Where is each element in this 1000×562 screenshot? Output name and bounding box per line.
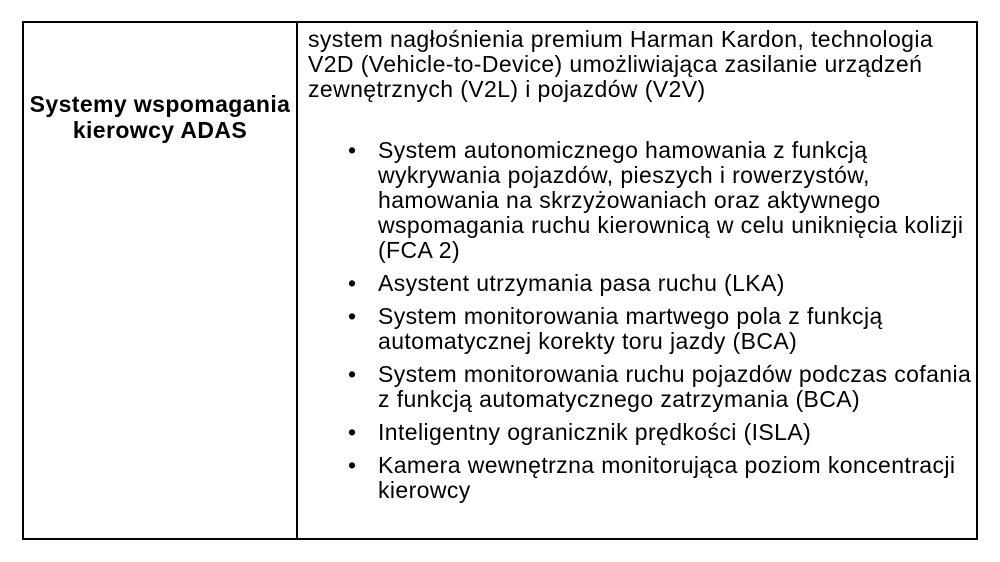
- spec-table: [22, 21, 978, 540]
- feature-list: [308, 138, 976, 503]
- feature-list-item-text: System monitorowania ruchu pojazdów podczas cofania z funkcją automatycznego zatrzymania (BCA): [378, 361, 972, 412]
- feature-list-item: [308, 304, 976, 354]
- feature-list-item-text: Kamera wewnętrzna monitorująca poziom koncentracji kierowcy: [378, 452, 956, 503]
- bullet-icon: •: [348, 452, 357, 478]
- bullet-icon: •: [348, 303, 357, 329]
- feature-list-item: [308, 138, 976, 263]
- intro-text: system nagłośnienia premium Harman Kardon, technologia V2D (Vehicle-to-Device) umożliwiająca zasilanie urządzeń zewnętrznych (V2L) i pojazdów (V2V): [308, 26, 934, 102]
- feature-list-item-text: Asystent utrzymania pasa ruchu (LKA): [378, 270, 785, 296]
- bullet-icon: •: [348, 137, 357, 163]
- details-cell: [298, 23, 976, 538]
- feature-list-item-text: System autonomicznego hamowania z funkcją wykrywania pojazdów, pieszych i rowerzystów, hamowania na skrzyżowaniach oraz aktywnego wspomagania ruchu kierownicą w celu uniknięcia kolizji (FCA 2): [378, 137, 964, 263]
- feature-list-item: [308, 420, 976, 445]
- feature-list-item-text: Inteligentny ogranicznik prędkości (ISLA): [378, 419, 812, 445]
- bullet-icon: •: [348, 361, 357, 387]
- feature-list-item: [308, 271, 976, 296]
- bullet-icon: •: [348, 270, 357, 296]
- category-label: Systemy wspomagania kierowcy ADAS: [29, 91, 291, 143]
- feature-list-item-text: System monitorowania martwego pola z funkcją automatycznej korekty toru jazdy (BCA): [378, 303, 883, 354]
- feature-list-item: [308, 362, 976, 412]
- category-cell: [24, 23, 298, 538]
- feature-list-item: [308, 453, 976, 503]
- bullet-icon: •: [348, 419, 357, 445]
